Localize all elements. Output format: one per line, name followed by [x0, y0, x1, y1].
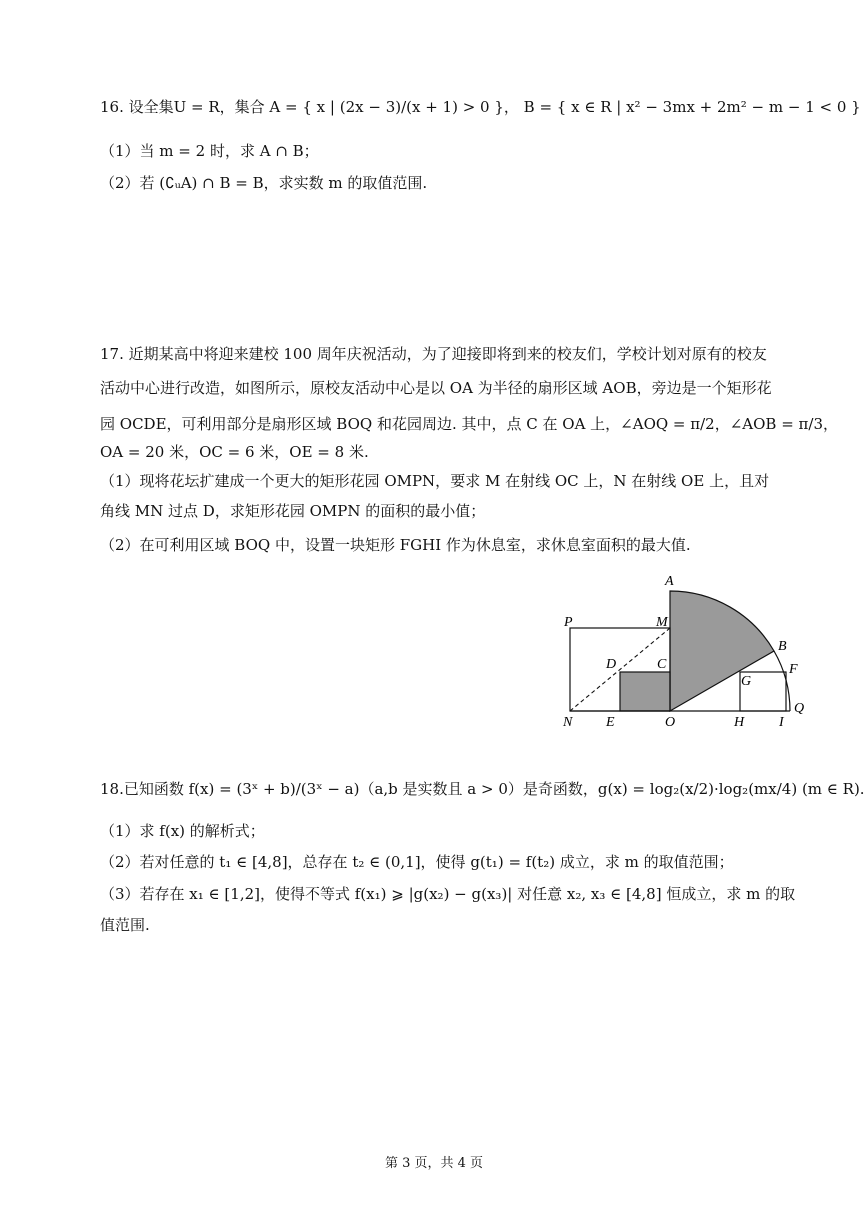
q17-part1a: （1）现将花坛扩建成一个更大的矩形花园 OMPN，要求 M 在射线 OC 上，N 在射线 OE 上，且对: [100, 472, 770, 490]
label-q: Q: [794, 701, 805, 716]
q17-line4: OA = 20 米，OC = 6 米，OE = 8 米.: [100, 443, 369, 461]
q16-stem: 16. 设全集U = R，集合 A = { x | (2x − 3)/(x + 1) > 0 }， B = { x ∈ R | x² − 3mx + 2m² − m − 1 < 0 }: [100, 98, 861, 116]
q16-part1: （1）当 m = 2 时，求 A ∩ B；: [100, 142, 319, 160]
label-e: E: [606, 715, 615, 730]
label-g: G: [741, 674, 752, 689]
label-i: I: [779, 715, 784, 730]
label-d: D: [606, 657, 617, 672]
q18-stem: 18.已知函数 f(x) = (3ˣ + b)/(3ˣ − a)（a,b 是实数且 a > 0）是奇函数，g(x) = log₂(x/2)·log₂(mx/4) (m ∈ R).: [100, 780, 865, 798]
q18-part3b: 值范围.: [100, 916, 150, 934]
label-m: M: [656, 615, 668, 630]
q18-part2: （2）若对任意的 t₁ ∈ [4,8]，总存在 t₂ ∈ (0,1]，使得 g(t₁) = f(t₂) 成立，求 m 的取值范围；: [100, 853, 734, 871]
label-b: B: [778, 639, 787, 654]
q18-part3a: （3）若存在 x₁ ∈ [1,2]，使得不等式 f(x₁) ⩾ |g(x₂) − g(x₃)| 对任意 x₂, x₃ ∈ [4,8] 恒成立，求 m 的取: [100, 885, 796, 903]
q17-part1b: 角线 MN 过点 D，求矩形花园 OMPN 的面积的最小值；: [100, 502, 486, 520]
q17-line3: 园 OCDE，可利用部分是扇形区域 BOQ 和花园周边. 其中，点 C 在 OA 上，∠AOQ = π/2，∠AOB = π/3，: [100, 415, 839, 433]
label-f: F: [789, 662, 798, 677]
q18-part1: （1）求 f(x) 的解析式；: [100, 822, 265, 840]
q16-part2: （2）若 (∁ᵤA) ∩ B = B，求实数 m 的取值范围.: [100, 174, 428, 192]
q17-figure: [555, 570, 815, 735]
label-p: P: [564, 615, 573, 630]
page-footer: 第 3 页，共 4 页: [384, 1156, 484, 1171]
q17-line2: 活动中心进行改造，如图所示，原校友活动中心是以 OA 为半径的扇形区域 AOB，旁边是一个矩形花: [100, 379, 772, 397]
q17-line1: 17. 近期某高中将迎来建校 100 周年庆祝活动，为了迎接即将到来的校友们，学校计划对原有的校友: [100, 345, 767, 363]
arc-bq: [774, 651, 790, 711]
label-h: H: [734, 715, 745, 730]
label-a: A: [665, 574, 674, 589]
sector-aob: [670, 591, 774, 711]
label-n: N: [563, 715, 573, 730]
label-c: C: [657, 657, 667, 672]
label-o: O: [665, 715, 676, 730]
rect-ocde: [620, 672, 670, 711]
q17-part2: （2）在可利用区域 BOQ 中，设置一块矩形 FGHI 作为休息室，求休息室面积的最大值.: [100, 536, 691, 554]
